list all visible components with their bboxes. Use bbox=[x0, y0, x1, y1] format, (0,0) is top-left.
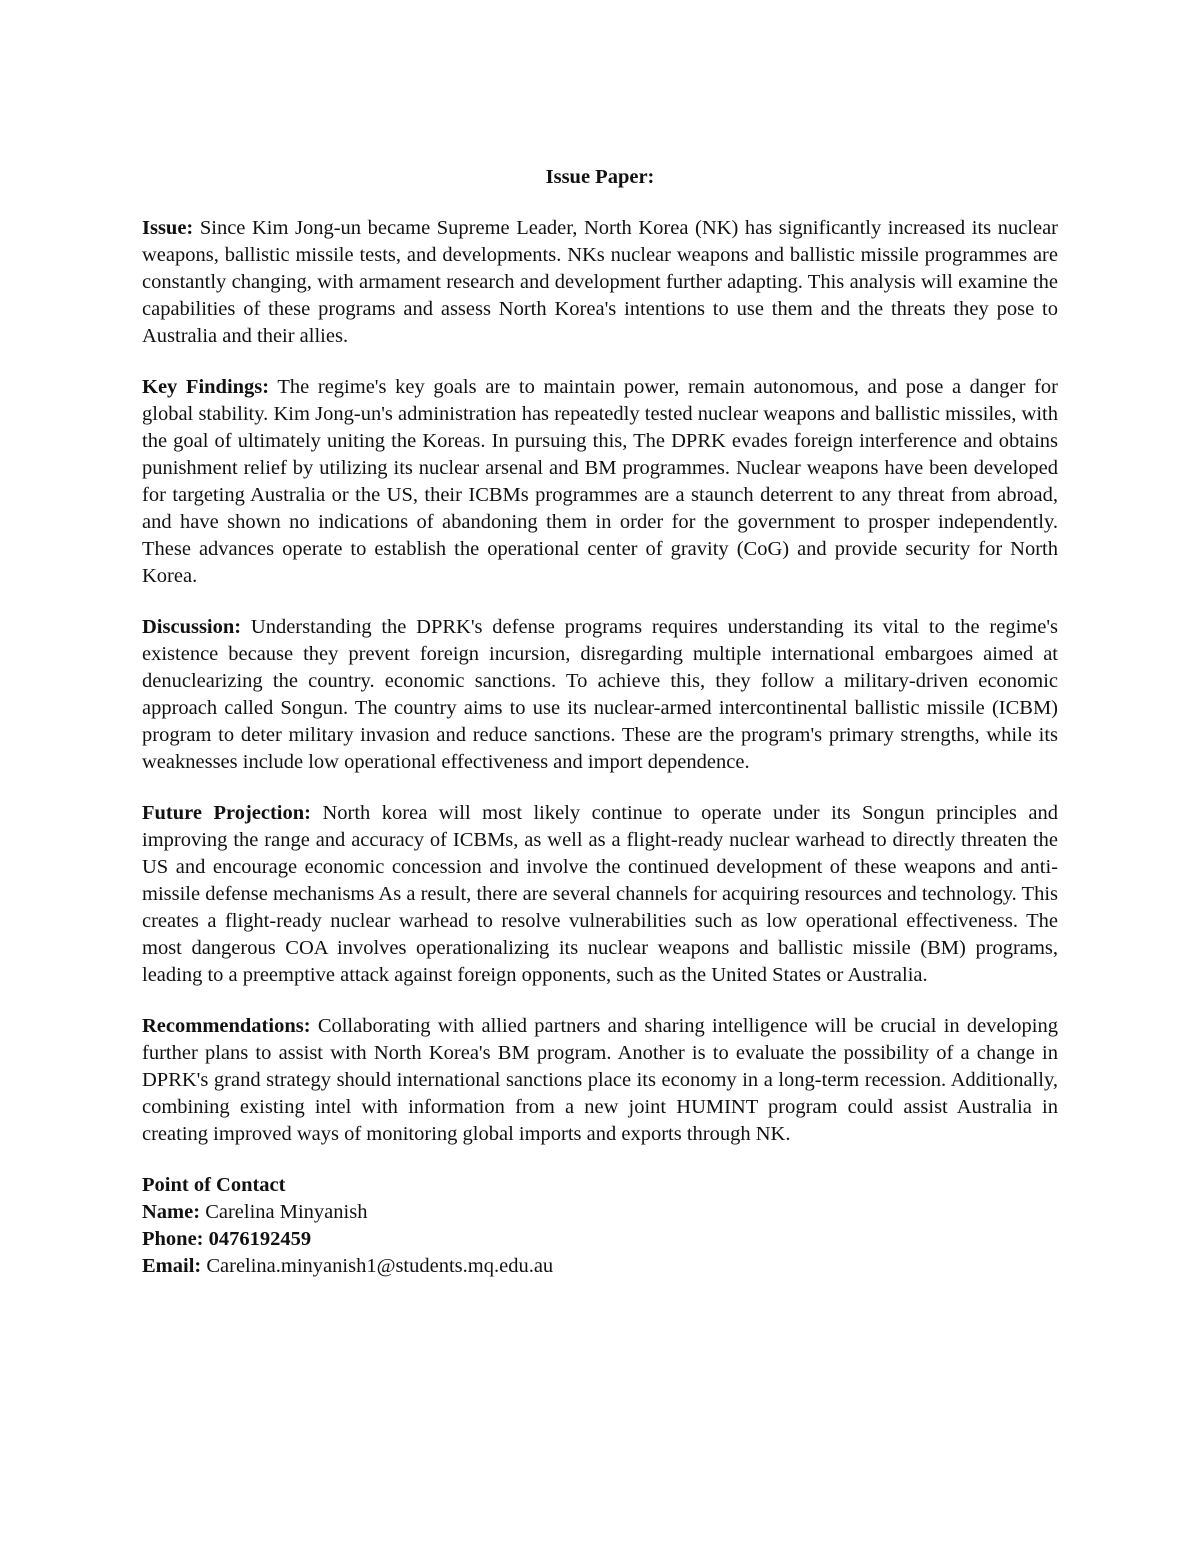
contact-phone-value: 0476192459 bbox=[208, 1228, 312, 1250]
section-recommendations-text: Collaborating with allied partners and sharing intelligence will be crucial in developing further plans to assist with North Korea's BM program. Another is to evaluate the possibility of a change in DPRK's grand strategy should international sanctions place its economy in a long-term recession. Additionally, combining existing intel with information from a new joint HUMINT program could assist Australia in creating improved ways of monitoring global imports and exports through NK. bbox=[142, 1015, 1058, 1145]
point-of-contact bbox=[142, 1172, 1058, 1280]
section-discussion-label: Discussion: bbox=[142, 616, 242, 638]
contact-name-line bbox=[142, 1199, 1058, 1226]
section-key-findings-label: Key Findings: bbox=[142, 376, 270, 398]
contact-name-value: Carelina Minyanish bbox=[205, 1201, 368, 1223]
section-future-projection-label: Future Projection: bbox=[142, 802, 311, 824]
section-future-projection bbox=[142, 800, 1058, 989]
section-key-findings-text: The regime's key goals are to maintain power, remain autonomous, and pose a danger for global stability. Kim Jong-un's administration has repeatedly tested nuclear weapons and ballistic missiles, with the goal of ultimately uniting the Koreas. In pursuing this, The DPRK evades foreign interference and obtains punishment relief by utilizing its nuclear arsenal and BM programmes. Nuclear weapons have been developed for targeting Australia or the US, their ICBMs programmes are a staunch deterrent to any threat from abroad, and have shown no indications of abandoning them in order for the government to prosper independently. These advances operate to establish the operational center of gravity (CoG) and provide security for North Korea. bbox=[142, 376, 1058, 587]
section-discussion-text: Understanding the DPRK's defense programs requires understanding its vital to the regime's existence because they prevent foreign incursion, disregarding multiple international embargoes aimed at denuclearizing the country. economic sanctions. To achieve this, they follow a military-driven economic approach called Songun. The country aims to use its nuclear-armed intercontinental ballistic missile (ICBM) program to deter military invasion and reduce sanctions. These are the program's primary strengths, while its weaknesses include low operational effectiveness and import dependence. bbox=[142, 616, 1058, 773]
contact-phone-line bbox=[142, 1226, 1058, 1253]
section-recommendations-label: Recommendations: bbox=[142, 1015, 311, 1037]
section-issue-text: Since Kim Jong-un became Supreme Leader, North Korea (NK) has significantly increased its nuclear weapons, ballistic missile tests, and developments. NKs nuclear weapons and ballistic missile programmes are constantly changing, with armament research and development further adapting. This analysis will examine the capabilities of these programs and assess North Korea's intentions to use them and the threats they pose to Australia and their allies. bbox=[142, 217, 1059, 347]
section-key-findings bbox=[142, 374, 1058, 590]
section-issue-label: Issue: bbox=[142, 217, 194, 239]
section-recommendations bbox=[142, 1013, 1058, 1148]
document-page bbox=[142, 164, 1058, 1280]
contact-name-label: Name: bbox=[142, 1201, 201, 1223]
contact-phone-label: Phone: bbox=[142, 1228, 204, 1250]
contact-email-line bbox=[142, 1253, 1058, 1280]
section-issue bbox=[142, 215, 1058, 350]
contact-heading: Point of Contact bbox=[142, 1174, 286, 1196]
section-future-projection-text: North korea will most likely continue to operate under its Songun principles and improving the range and accuracy of ICBMs, as well as a flight-ready nuclear warhead to directly threaten the US and encourage economic concession and involve the continued development of these weapons and anti-missile defense mechanisms As a result, there are several channels for acquiring resources and technology. This creates a flight-ready nuclear warhead to resolve vulnerabilities such as low operational effectiveness. The most dangerous COA involves operationalizing its nuclear weapons and ballistic missile (BM) programs, leading to a preemptive attack against foreign opponents, such as the United States or Australia. bbox=[142, 802, 1058, 986]
section-discussion bbox=[142, 614, 1058, 776]
contact-email-label: Email: bbox=[142, 1255, 202, 1277]
contact-email-value: Carelina.minyanish1@students.mq.edu.au bbox=[206, 1255, 554, 1277]
document-title: Issue Paper: bbox=[545, 166, 655, 188]
